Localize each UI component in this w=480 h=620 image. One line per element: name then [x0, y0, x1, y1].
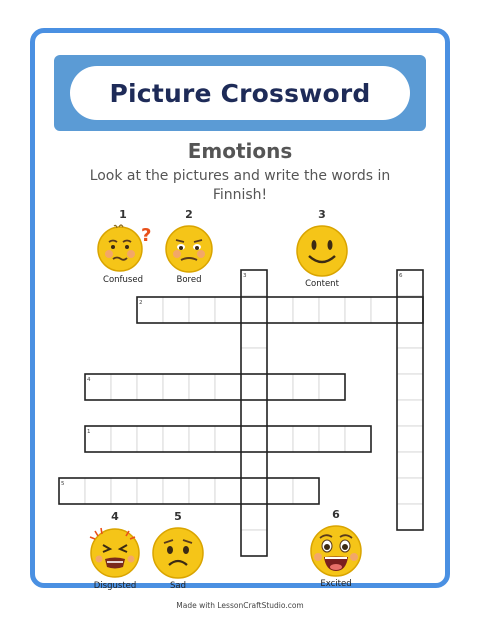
grid-cell	[397, 297, 423, 323]
bored-emoji-icon	[159, 221, 219, 273]
clue-content	[286, 209, 358, 289]
grid-cell	[319, 374, 345, 400]
grid-cell	[163, 426, 189, 452]
content-emoji-icon	[292, 221, 352, 277]
clue-label: Excited	[320, 579, 352, 589]
clue-number: 5	[174, 510, 182, 523]
grid-cell	[241, 478, 267, 504]
grid-cell	[397, 504, 423, 530]
grid-cell	[397, 348, 423, 374]
grid-cell	[189, 426, 215, 452]
grid-cell	[267, 374, 293, 400]
sad-emoji-icon	[148, 523, 208, 579]
grid-cell	[397, 322, 423, 348]
grid-cell	[163, 478, 189, 504]
grid-cell	[241, 530, 267, 556]
clue-label: Bored	[176, 275, 202, 285]
clue-disgusted	[79, 511, 151, 591]
grid-cell	[137, 374, 163, 400]
grid-cell	[293, 426, 319, 452]
grid-cell	[137, 478, 163, 504]
clue-label: Disgusted	[93, 581, 137, 591]
grid-number: 4	[87, 377, 91, 383]
grid-cell	[241, 452, 267, 478]
grid-cell	[319, 426, 345, 452]
grid-cell	[241, 297, 267, 323]
grid-cell	[163, 297, 189, 323]
grid-cell	[397, 374, 423, 400]
grid-cell	[241, 504, 267, 530]
clue-label: Content	[305, 279, 339, 289]
page-title: Picture Crossword	[109, 78, 371, 108]
worksheet-subtitle: Emotions	[187, 139, 293, 163]
grid-cell	[163, 374, 189, 400]
grid-cell	[397, 452, 423, 478]
grid-cell	[345, 426, 371, 452]
grid-cell	[189, 297, 215, 323]
grid-cell	[293, 478, 319, 504]
svg-text:?: ?	[141, 225, 152, 246]
grid-cell	[241, 426, 267, 452]
grid-cell	[85, 478, 111, 504]
clue-sad	[142, 511, 214, 591]
grid-cell	[319, 297, 345, 323]
grid-cell	[293, 297, 319, 323]
clue-number: 4	[111, 510, 119, 523]
clue-number: 2	[185, 208, 193, 221]
grid-cell	[241, 374, 267, 400]
grid-cell	[111, 374, 137, 400]
grid-cell	[345, 297, 371, 323]
excited-emoji-icon	[306, 521, 366, 577]
clue-number: 6	[332, 508, 340, 521]
grid-cell	[215, 478, 241, 504]
clue-bored	[153, 209, 225, 285]
clue-confused	[87, 209, 159, 285]
grid-cell	[137, 426, 163, 452]
grid-cell	[189, 478, 215, 504]
grid-cell	[215, 374, 241, 400]
grid-cell	[397, 426, 423, 452]
clue-excited	[300, 509, 372, 589]
grid-cell	[241, 400, 267, 426]
grid-number: 1	[87, 429, 91, 435]
grid-number: 3	[243, 273, 247, 279]
grid-number: 6	[399, 273, 403, 279]
footer-credit: Made with LessonCraftStudio.com	[176, 601, 304, 610]
grid-cell	[111, 426, 137, 452]
clue-number: 1	[119, 208, 127, 221]
grid-cell	[397, 478, 423, 504]
grid-number: 5	[61, 481, 65, 487]
clue-label: Sad	[170, 581, 186, 591]
clue-number: 3	[318, 208, 326, 221]
disgusted-emoji-icon	[85, 523, 145, 579]
grid-cell	[241, 322, 267, 348]
clue-label: Confused	[103, 275, 143, 285]
grid-number: 2	[139, 300, 143, 306]
grid-cell	[111, 478, 137, 504]
grid-cell	[241, 348, 267, 374]
grid-cell	[371, 297, 397, 323]
grid-cell	[397, 400, 423, 426]
grid-cell	[189, 374, 215, 400]
grid-cell	[267, 478, 293, 504]
grid-cell	[267, 426, 293, 452]
grid-cell	[215, 426, 241, 452]
grid-cell	[215, 297, 241, 323]
confused-emoji-icon	[93, 221, 153, 273]
grid-cell	[293, 374, 319, 400]
instructions: Look at the pictures and write the words in Finnish!	[89, 168, 391, 203]
grid-cell	[267, 297, 293, 323]
